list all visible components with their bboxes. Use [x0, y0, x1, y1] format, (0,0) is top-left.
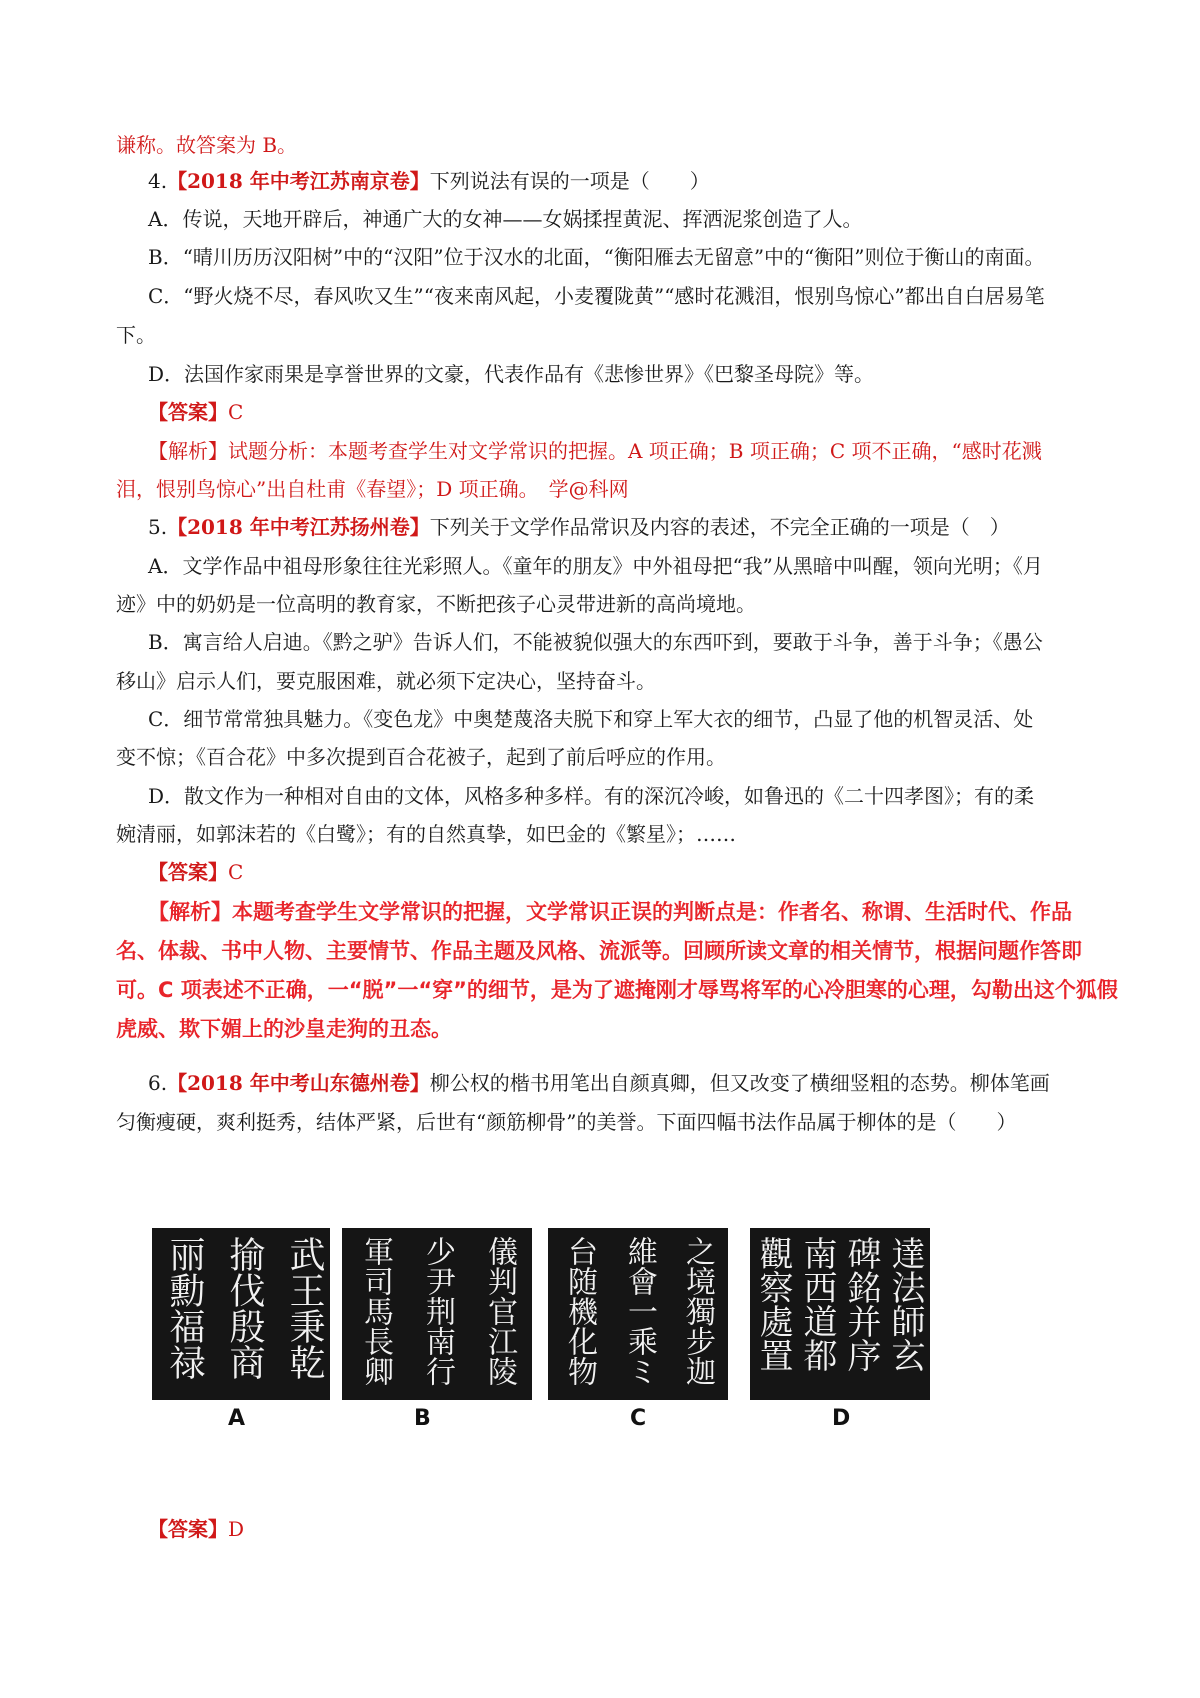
answer-tag: 【答案】 — [148, 1517, 228, 1541]
question-6-stem — [148, 1066, 1100, 1100]
option-d-cont: 婉清丽，如郭沫若的《白鹭》；有的自然真挚，如巴金的《繁星》；…… — [116, 822, 736, 846]
question-text-cont: 匀衡瘦硬，爽利挺秀，结体严紧，后世有“颜筋柳骨”的美誉。下面四幅书法作品属于柳体的是（ ） — [116, 1110, 1017, 1134]
option-a: A．文学作品中祖母形象往往光彩照人。《童年的朋友》中外祖母把“我”从黑暗中叫醒，领向光明；《月 — [148, 554, 1043, 578]
question-source: 【2018 年中考山东德州卷】 — [167, 1071, 430, 1095]
answer-continuation: 谦称。故答案为 B。 — [116, 133, 298, 157]
explanation: 【解析】本题考查学生文学常识的把握，文学常识正误的判断点是：作者名、称谓、生活时代、作品 — [148, 900, 1072, 924]
text-column: 南西道都 — [797, 1236, 837, 1372]
answer — [148, 1512, 1100, 1546]
question-text: 下列关于文学作品常识及内容的表述，不完全正确的一项是（ ） — [429, 515, 1010, 539]
text-column: 儀判官江陵 — [482, 1236, 517, 1386]
calligraphy-panel-c — [548, 1228, 728, 1400]
question-5-stem — [148, 510, 1100, 544]
text-column: 揄伐殷商 — [224, 1236, 265, 1380]
panel-label-d: D — [832, 1406, 851, 1431]
text-column: 之境獨步迦 — [680, 1236, 715, 1386]
answer-tag: 【答案】 — [148, 400, 228, 424]
answer-value: C — [228, 860, 244, 884]
option-c: C．细节常常独具魅力。《变色龙》中奥楚蔑洛夫脱下和穿上军大衣的细节，凸显了他的机智灵活、处 — [148, 707, 1034, 731]
option-d: D．法国作家雨果是享誉世界的文豪，代表作品有《悲惨世界》《巴黎圣母院》等。 — [148, 362, 875, 386]
question-text: 下列说法有误的一项是（ ） — [429, 169, 710, 193]
question-number: 4. — [148, 169, 168, 193]
question-4-stem — [148, 164, 1100, 198]
explanation-cont: 可。C 项表述不正确，一“脱”一“穿”的细节，是为了遮掩刚才辱骂将军的心冷胆寒的心理，勾勒出这个狐假 — [116, 978, 1118, 1002]
option-c: C．“野火烧不尽，春风吹又生”“夜来南风起，小麦覆陇黄”“感时花溅泪，恨别鸟惊心”都出自白居易笔 — [148, 284, 1045, 308]
question-source: 【2018 年中考江苏扬州卷】 — [167, 515, 430, 539]
text-column: 少尹荆南行 — [420, 1236, 455, 1386]
text-column: 丽勳福禄 — [164, 1236, 205, 1380]
answer — [148, 395, 1100, 429]
explanation-cont: 泪，恨别鸟惊心”出自杜甫《春望》；D 项正确。 学@科网 — [116, 477, 629, 501]
explanation: 【解析】试题分析：本题考查学生对文学常识的把握。A 项正确；B 项正确；C 项不正确，“感时花溅 — [148, 439, 1042, 463]
text-column: 碑銘并序 — [841, 1236, 881, 1372]
text-column: 台随機化物 — [562, 1236, 597, 1386]
answer-value: D — [228, 1517, 245, 1541]
option-a: A．传说，天地开辟后，神通广大的女神——女娲揉捏黄泥、挥洒泥浆创造了人。 — [148, 207, 863, 231]
panel-label-c: C — [630, 1406, 647, 1431]
explanation-cont: 虎威、欺下媚上的沙皇走狗的丑态。 — [116, 1017, 452, 1041]
option-b-cont: 移山》启示人们，要克服困难，就必须下定决心，坚持奋斗。 — [116, 669, 656, 693]
panel-label-a: A — [228, 1406, 246, 1431]
text-column: 觀察處置 — [753, 1236, 793, 1372]
text-column: 軍司馬長卿 — [358, 1236, 393, 1386]
answer — [148, 855, 1100, 889]
option-a-cont: 迹》中的奶奶是一位高明的教育家，不断把孩子心灵带进新的高尚境地。 — [116, 592, 756, 616]
option-b: B．“晴川历历汉阳树”中的“汉阳”位于汉水的北面，“衡阳雁去无留意”中的“衡阳”则位于衡山的南面。 — [148, 245, 1045, 269]
calligraphy-panel-a — [152, 1228, 330, 1400]
question-source: 【2018 年中考江苏南京卷】 — [167, 169, 430, 193]
text-column: 武王秉乾 — [284, 1236, 325, 1380]
answer-value: C — [228, 400, 244, 424]
calligraphy-panel-d — [750, 1228, 930, 1400]
question-text: 柳公权的楷书用笔出自颜真卿，但又改变了横细竖粗的态势。柳体笔画 — [429, 1071, 1050, 1095]
option-d: D．散文作为一种相对自由的文体，风格多种多样。有的深沉冷峻，如鲁迅的《二十四孝图》；有的柔 — [148, 784, 1035, 808]
question-number: 6. — [148, 1071, 168, 1095]
panel-label-b: B — [414, 1406, 431, 1431]
text-column: 維會一乘ミ — [622, 1236, 657, 1386]
text-column: 達法師玄 — [885, 1236, 925, 1372]
explanation-cont: 名、体裁、书中人物、主要情节、作品主题及风格、流派等。回顾所读文章的相关情节，根据问题作答即 — [116, 939, 1082, 963]
calligraphy-figure — [152, 1228, 1010, 1431]
option-c-cont: 下。 — [116, 323, 156, 347]
option-c-cont: 变不惊；《百合花》中多次提到百合花被子，起到了前后呼应的作用。 — [116, 745, 726, 769]
question-number: 5. — [148, 515, 168, 539]
answer-tag: 【答案】 — [148, 860, 228, 884]
option-b: B．寓言给人启迪。《黔之驴》告诉人们，不能被貌似强大的东西吓到，要敢于斗争，善于斗争；《愚公 — [148, 630, 1043, 654]
calligraphy-panel-b — [342, 1228, 532, 1400]
